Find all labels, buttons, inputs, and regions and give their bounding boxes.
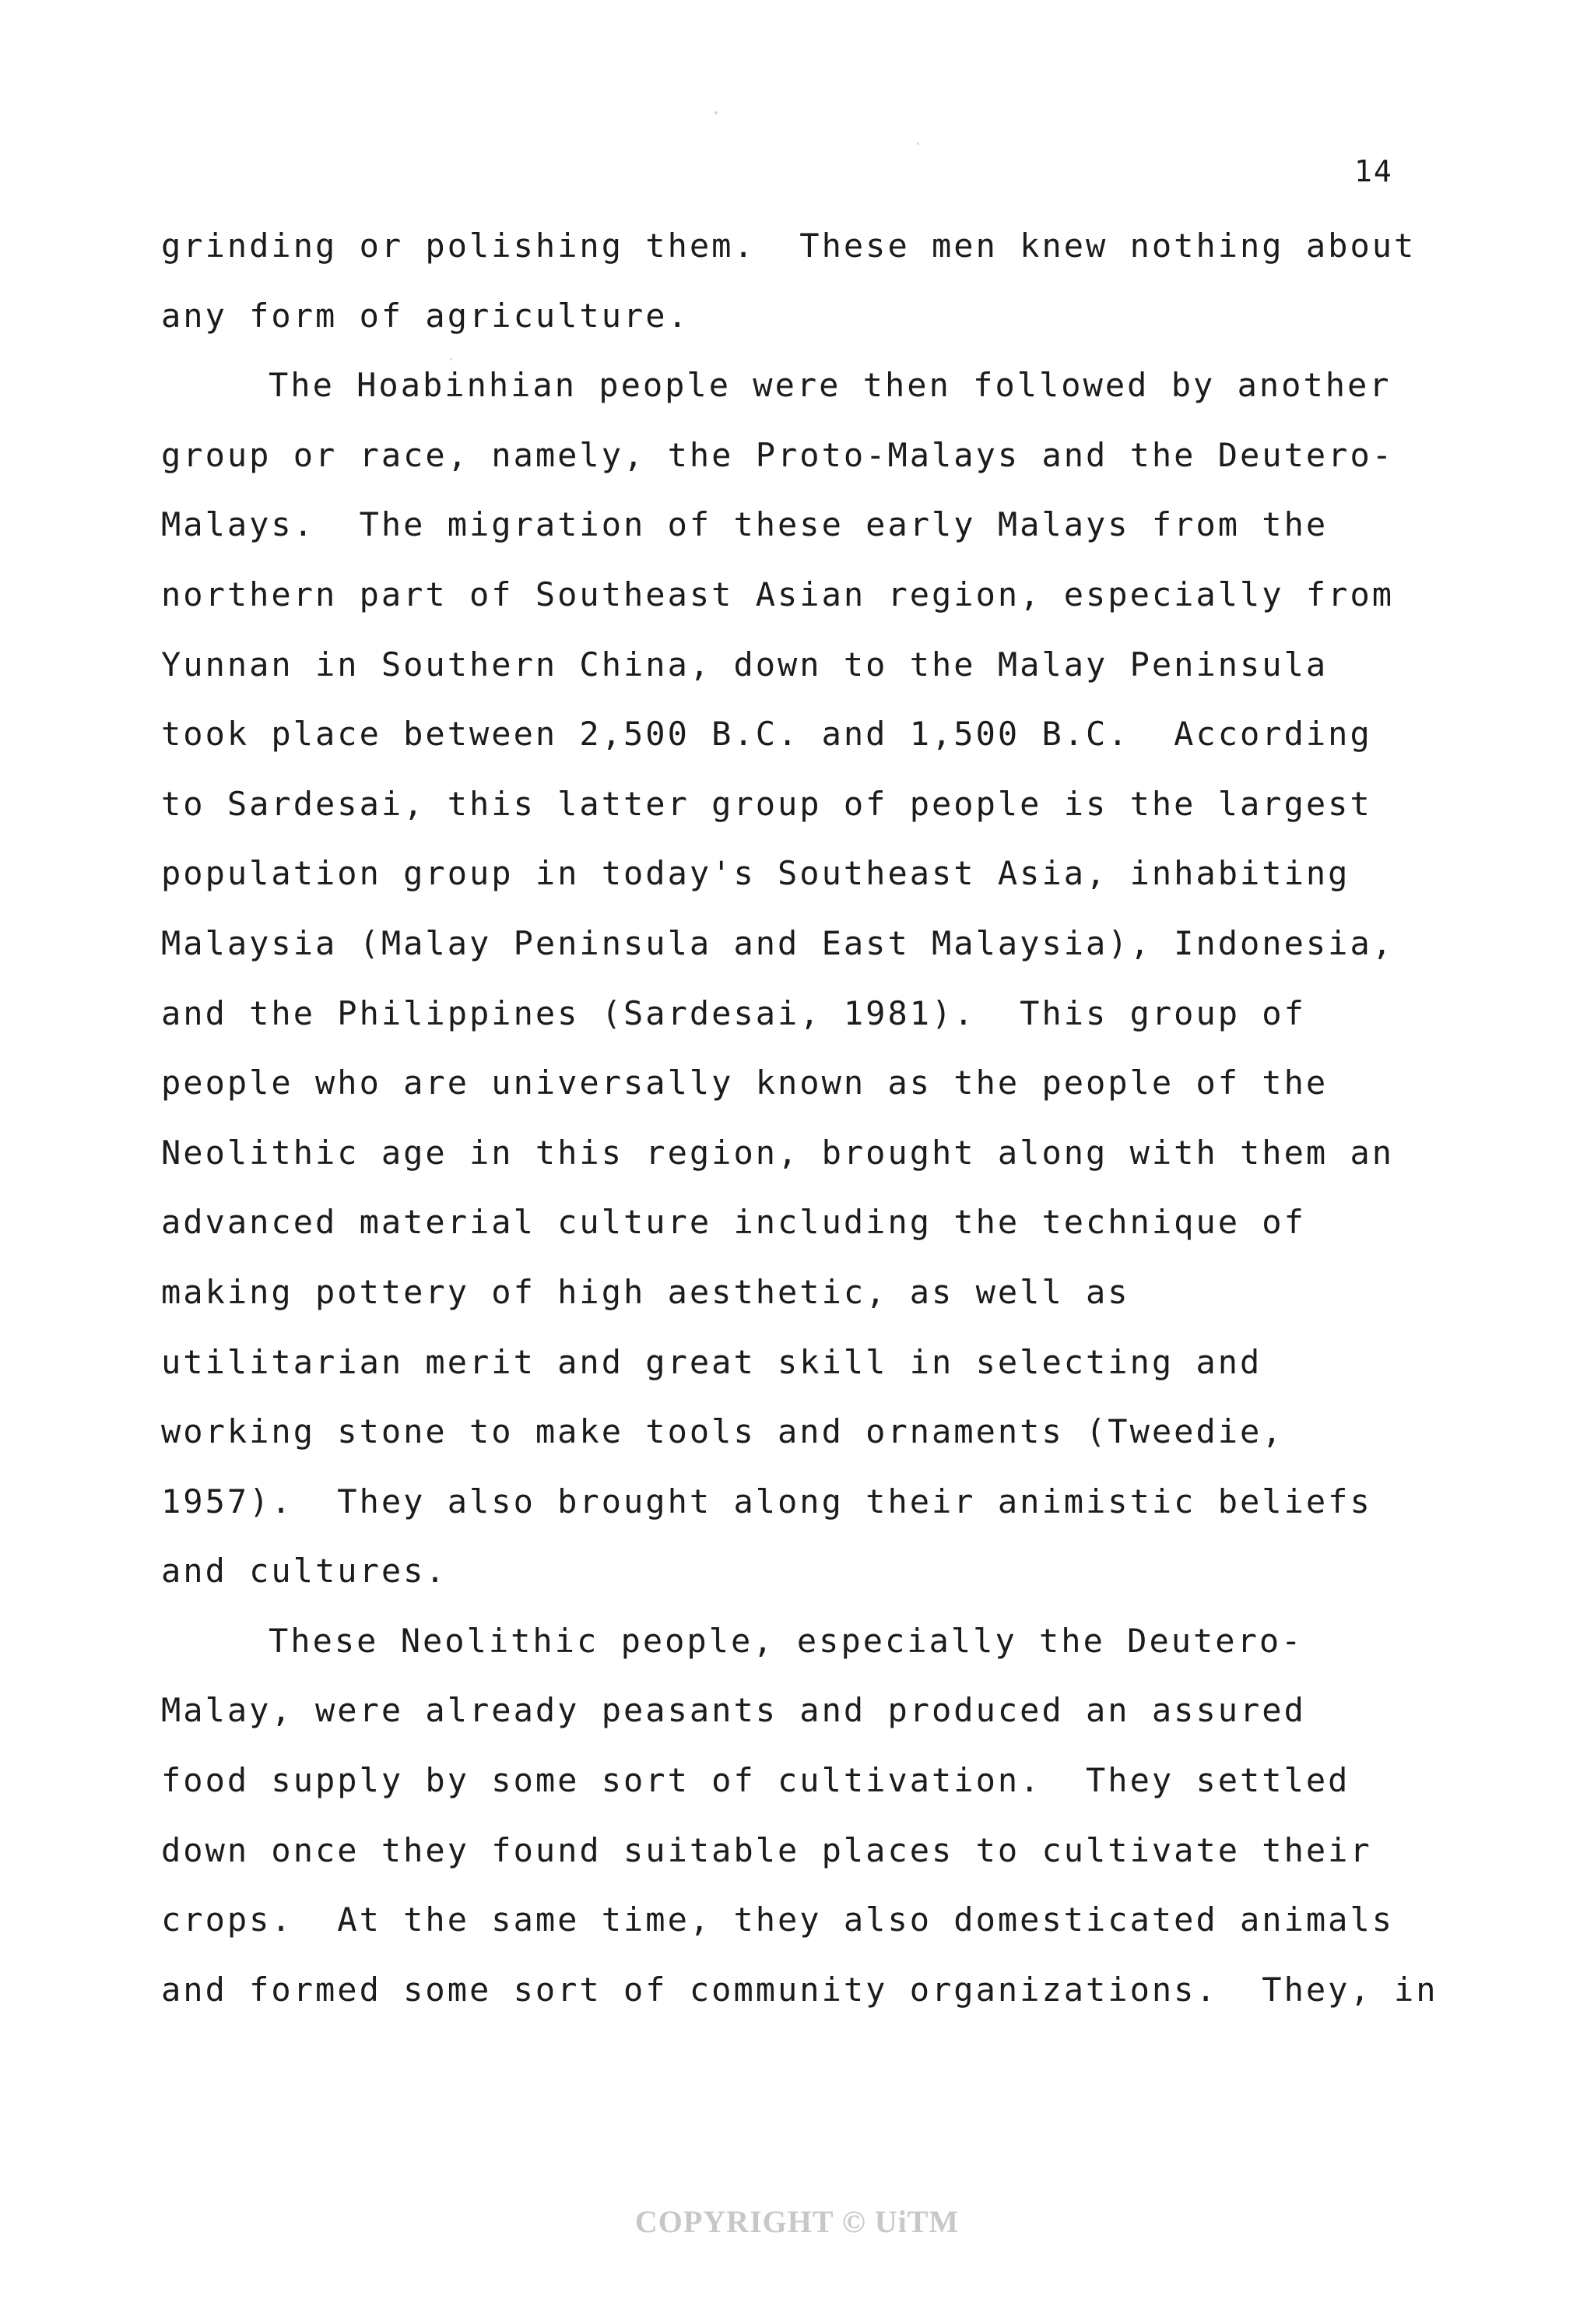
text-line: any form of agriculture.	[161, 296, 690, 335]
text-line: Malays. The migration of these early Malays from the	[161, 505, 1329, 544]
text-line: The Hoabinhian people were then followed by another	[269, 366, 1392, 405]
text-line: people who are universally known as the people of the	[161, 1064, 1329, 1102]
text-line: making pottery of high aesthetic, as well as	[161, 1272, 1130, 1311]
text-line: grinding or polishing them. These men knew nothing about	[161, 227, 1417, 265]
text-line: down once they found suitable places to cultivate their	[161, 1830, 1372, 1869]
text-line: and cultures.	[161, 1552, 448, 1591]
text-line: took place between 2,500 B.C. and 1,500 B.C. According	[161, 715, 1372, 754]
text-line: and formed some sort of community organizations. They, in	[161, 1970, 1438, 2009]
text-line: These Neolithic people, especially the Deutero-	[269, 1621, 1304, 1660]
text-line: to Sardesai, this latter group of people is the largest	[161, 784, 1372, 823]
copyright-watermark: COPYRIGHT © UiTM	[634, 2204, 960, 2239]
body-text	[161, 220, 1484, 2033]
text-line: and the Philippines (Sardesai, 1981). This group of	[161, 993, 1306, 1032]
scan-speck	[714, 111, 718, 114]
text-line: crops. At the same time, they also domesticated animals	[161, 1900, 1395, 1939]
text-line: food supply by some sort of cultivation. They settled	[161, 1761, 1350, 1800]
text-line: advanced material culture including the technique of	[161, 1203, 1306, 1242]
text-line: working stone to make tools and ornaments (Tweedie,	[161, 1412, 1284, 1451]
text-line: Malay, were already peasants and produced an assured	[161, 1691, 1306, 1730]
scan-speck	[917, 142, 919, 145]
text-line: northern part of Southeast Asian region, especially from	[161, 575, 1395, 614]
page-number: 14	[1354, 154, 1393, 188]
text-line: 1957). They also brought along their animistic beliefs	[161, 1482, 1372, 1521]
text-line: Neolithic age in this region, brought along with them an	[161, 1133, 1395, 1172]
text-line: population group in today's Southeast Asia, inhabiting	[161, 854, 1350, 893]
text-line: group or race, namely, the Proto-Malays and the Deutero-	[161, 435, 1395, 474]
text-line: Malaysia (Malay Peninsula and East Malaysia), Indonesia,	[161, 923, 1395, 962]
text-line: utilitarian merit and great skill in selecting and	[161, 1342, 1262, 1381]
text-line: Yunnan in Southern China, down to the Malay Peninsula	[161, 645, 1329, 684]
